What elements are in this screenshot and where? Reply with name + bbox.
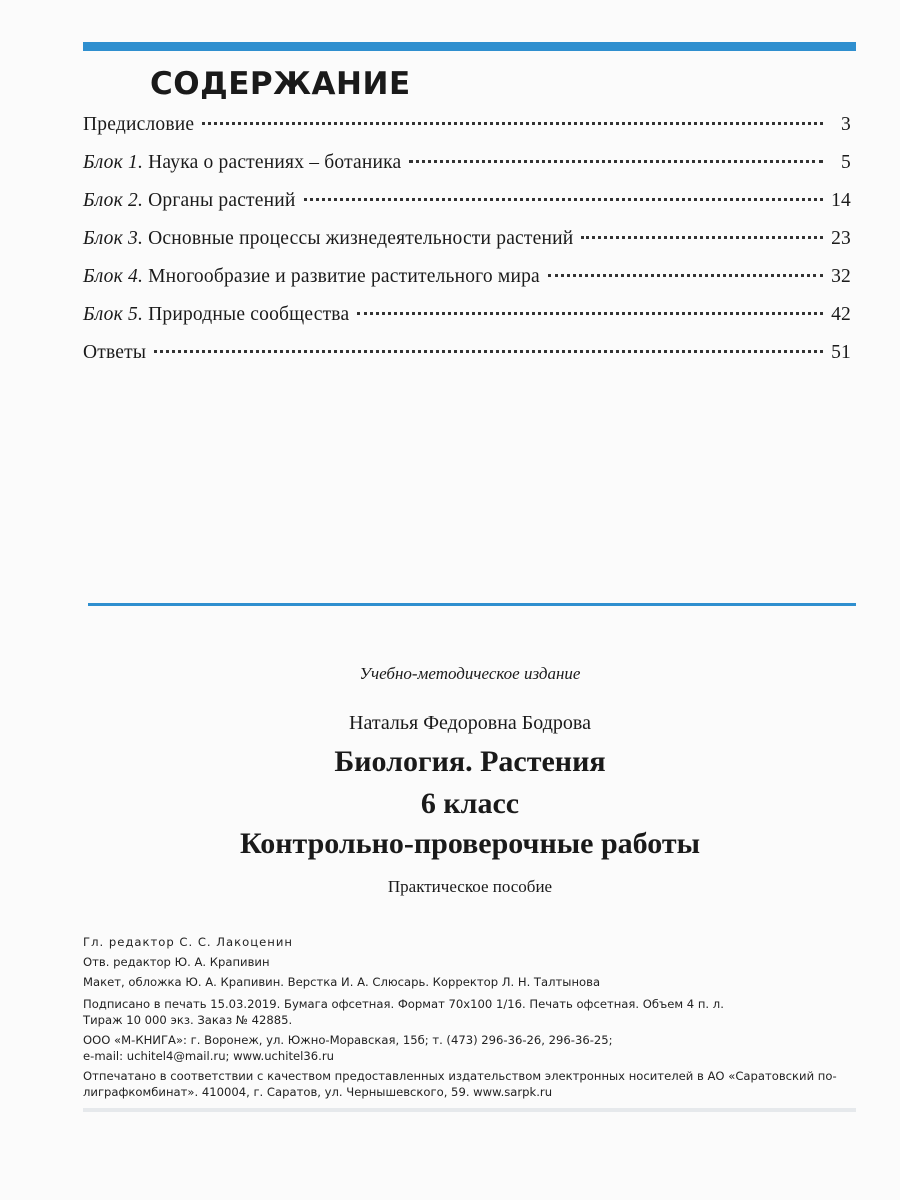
toc-entry-title: Природные сообщества: [148, 304, 350, 325]
toc-entry: [83, 190, 851, 228]
toc-entry-title: Предисловие: [83, 114, 195, 135]
chief-editor-line: Гл. редактор С. С. Лакоценин: [83, 935, 293, 949]
toc-page-number: 14: [831, 190, 851, 211]
dot-leader: [409, 160, 823, 163]
table-of-contents: [83, 114, 851, 380]
toc-entry: [83, 304, 851, 342]
toc-entry: [83, 114, 851, 152]
toc-entry: [83, 228, 851, 266]
toc-entry: [83, 152, 851, 190]
printer-address-line: лиграфкомбинат». 410004, г. Саратов, ул. Чернышевского, 59. www.sarpk.ru: [83, 1085, 553, 1099]
book-grade: 6 класс: [420, 787, 520, 820]
author-name: Наталья Федоровна Бодрова: [349, 712, 591, 734]
toc-entry-title: Многообразие и развитие растительного мира: [148, 266, 540, 287]
toc-block-label: Блок 3.: [83, 228, 144, 249]
section-divider: [88, 603, 856, 606]
toc-entry: [83, 342, 851, 380]
publisher-address-line: ООО «М-КНИГА»: г. Воронеж, ул. Южно-Моравская, 15б; т. (473) 296-36-26, 296-36-25;: [83, 1033, 613, 1047]
publisher-contact-line: e-mail: uchitel4@mail.ru; www.uchitel36.ru: [83, 1049, 334, 1063]
book-title: Биология. Растения: [334, 745, 606, 778]
dot-leader: [202, 122, 823, 125]
toc-entry-title: Основные процессы жизнедеятельности растений: [148, 228, 574, 249]
print-info-line: Подписано в печать 15.03.2019. Бумага офсетная. Формат 70х100 1/16. Печать офсетная. Объем 4 п. л.: [83, 997, 724, 1011]
bottom-faint-rule: [83, 1108, 856, 1112]
toc-page-number: 51: [831, 342, 851, 363]
dot-leader: [581, 236, 823, 239]
toc-block-label: Блок 4.: [83, 266, 144, 287]
dot-leader: [154, 350, 823, 353]
editor-line: Отв. редактор Ю. А. Крапивин: [83, 955, 270, 969]
book-type: Практическое пособие: [387, 877, 553, 896]
toc-page-number: 23: [831, 228, 851, 249]
toc-block-label: Блок 1.: [83, 152, 144, 173]
toc-entry: [83, 266, 851, 304]
book-subtitle-main: Контрольно-проверочные работы: [239, 827, 701, 860]
toc-heading: СОДЕРЖАНИЕ: [150, 66, 411, 102]
print-run-line: Тираж 10 000 экз. Заказ № 42885.: [83, 1013, 293, 1027]
toc-page-number: 5: [841, 152, 851, 173]
edition-type: Учебно-методическое издание: [359, 664, 581, 683]
dot-leader: [304, 198, 823, 201]
toc-block-label: Блок 2.: [83, 190, 144, 211]
layout-credits-line: Макет, обложка Ю. А. Крапивин. Верстка И. А. Слюсарь. Корректор Л. Н. Талтынова: [83, 975, 601, 989]
toc-page-number: 32: [831, 266, 851, 287]
dot-leader: [548, 274, 823, 277]
toc-entry-title: Органы растений: [148, 190, 296, 211]
dot-leader: [357, 312, 823, 315]
toc-entry-title: Наука о растениях – ботаника: [148, 152, 402, 173]
toc-page-number: 42: [831, 304, 851, 325]
top-blue-rule: [83, 42, 856, 51]
toc-block-label: Блок 5.: [83, 304, 144, 325]
printer-info-line: Отпечатано в соответствии с качеством предоставленных издательством электронных носителей в АО «Саратовский по-: [83, 1069, 837, 1083]
publication-credits: [83, 932, 853, 1100]
toc-entry-title: Ответы: [83, 342, 147, 363]
toc-page-number: 3: [841, 114, 851, 135]
